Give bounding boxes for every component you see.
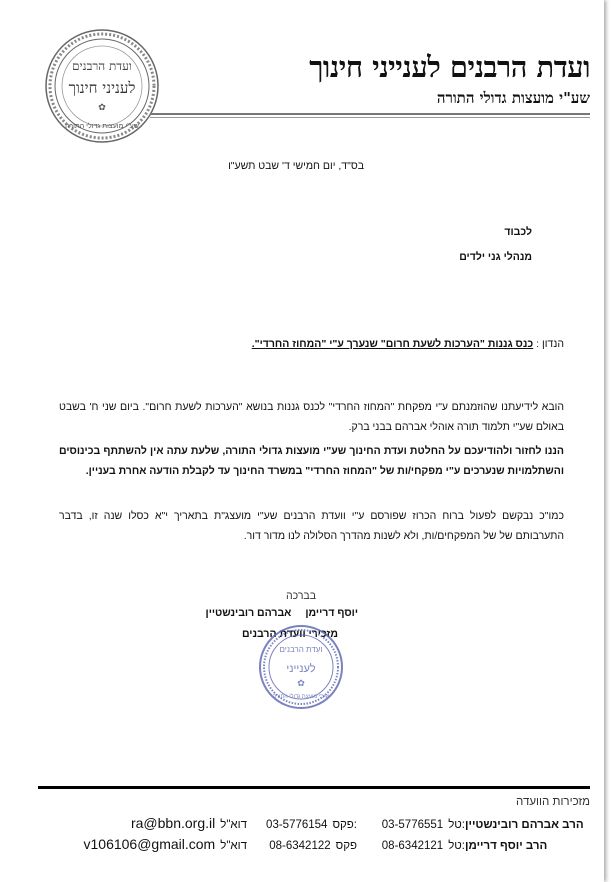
signers — [206, 607, 358, 619]
contact-tel-label: טל: — [448, 840, 465, 852]
svg-text:לענייני: לענייני — [286, 663, 316, 675]
signer-2: יוסף דריימן — [305, 607, 358, 619]
footer-divider — [38, 786, 590, 789]
to-label: לכבוד — [504, 226, 532, 238]
subject-label: הנדון : — [536, 338, 564, 350]
paragraph-2: הננו לחזור ולהודיעכם על החלטת ועדת החינוך שע"י מועצות גדולי התורה, שלעת עתה אין להשתתף בכינוסים והשתלמויות שנערכים ע"י מפקחי/ות של "המחוז החרדי" במשרד החינוך עד לקבלת הודעה אחרת בעניין. — [59, 445, 564, 477]
contact-name: הרב אברהם רובינשטיין — [465, 819, 584, 831]
footer-row — [38, 815, 590, 831]
paragraph-3: כמו"כ נבקשם לפעול ברוח הכרוז שפורסם ע"י וועדת הרבנים שע"י מועצג"ת בתאריך י"א כסלו שנה זו, בדבר התערבותם של של המפקחים/ות, ולא לשנות מהדרך הסלולה לנו מדור דור. — [59, 510, 564, 542]
recipient: מנהלי גני ילדים — [459, 251, 532, 263]
closing: בברכה — [285, 590, 316, 602]
contact-email[interactable]: ra@bbn.org.il — [130, 815, 216, 831]
contact-fax: 03-5776154 — [266, 819, 328, 831]
svg-text:✿: ✿ — [297, 678, 305, 688]
contact-name: הרב יוסף דריימן — [465, 840, 548, 852]
official-stamp — [258, 624, 344, 710]
subject-text: כנס גננות "הערכות לשעת חרום" שנערך ע"י "המחוז החרדי". — [251, 338, 534, 350]
signer-1: אברהם רובינשטיין — [205, 607, 292, 619]
contact-tel: 08-6342121 — [381, 840, 444, 852]
subject-line — [252, 338, 564, 350]
contact-tel: 03-5776551 — [381, 819, 444, 831]
contact-tel-label: טל: — [448, 819, 465, 831]
contact-fax: 08-6342122 — [269, 840, 331, 852]
signers-title: מזכירי וועדת הרבנים — [241, 628, 338, 640]
svg-text:שע"י מועצת גדולי התורה: שע"י מועצת גדולי התורה — [272, 694, 330, 700]
svg-text:שע"י מועצות גדולי התורה: שע"י מועצות גדולי התורה — [65, 123, 139, 130]
svg-text:ועדת הרבנים: ועדת הרבנים — [279, 645, 323, 654]
contact-email[interactable]: v106106@gmail.com — [83, 836, 216, 852]
header-divider — [150, 113, 590, 118]
contact-fax-label: פקס: — [332, 819, 357, 831]
svg-text:ועדת הרבנים: ועדת הרבנים — [72, 59, 132, 73]
svg-text:✿: ✿ — [98, 102, 106, 112]
contact-fax-label: פקס — [335, 840, 357, 852]
organization-title: ועדת הרבנים לענייני חינוך — [309, 50, 590, 84]
organization-subtitle: שע"י מועצות גדולי התורה — [436, 89, 590, 107]
footer-heading: מזכירות הוועדה — [516, 796, 590, 808]
letter-date: בס"ד, יום חמישי ד' שבט תשע"ו — [228, 160, 364, 172]
organization-seal — [44, 28, 160, 144]
contact-email-label: דוא"ל — [220, 840, 247, 852]
paragraph-1: הובא לידיעתנו שהוזמנתם ע"י מפקחת "המחוז החרדי" לכנס גננות בנושא "הערכות לשעת חרום". ביום שני ח' בשבט באולם שע"י תלמוד תורה אוהלי אברהם בבני ברק. — [59, 401, 564, 433]
svg-text:לעניני חינוך: לעניני חינוך — [68, 79, 136, 97]
footer-row — [38, 836, 590, 852]
contact-email-label: דוא"ל — [220, 819, 247, 831]
